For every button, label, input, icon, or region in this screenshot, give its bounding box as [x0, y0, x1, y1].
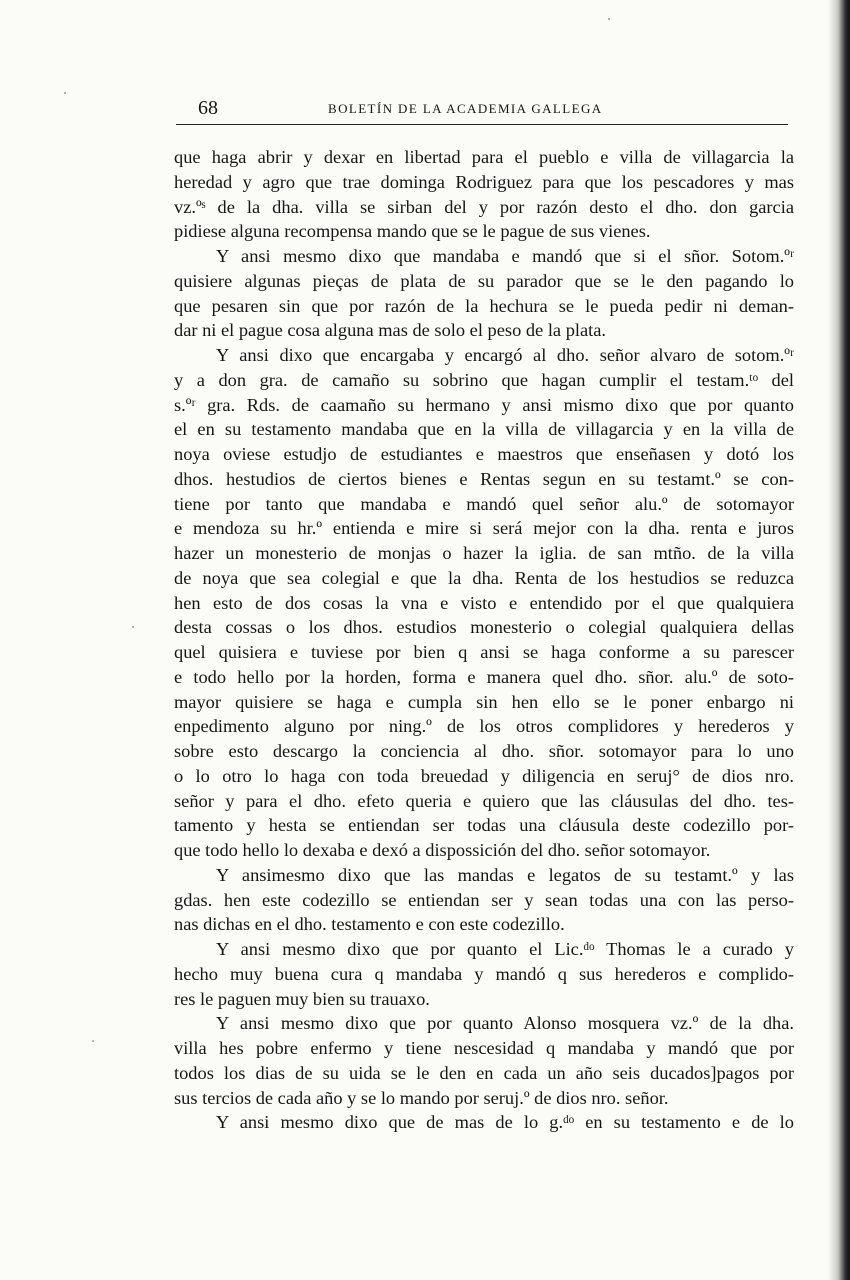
paper-speck: [608, 18, 610, 20]
page-number: 68: [198, 97, 218, 119]
text-line: de noya que sea colegial e que la dha. Renta de los hestudios se reduzca: [174, 567, 794, 588]
text-line: quel quisiera e tuviese por bien q ansi se haga conforme a su parescer: [174, 642, 794, 662]
text-line: nas dichas en el dho. testamento e con este codezillo.: [174, 914, 565, 935]
text-line: e todo hello por la horden, forma e manera quel dho. sñor. alu.º de soto-: [174, 666, 794, 687]
text-line: Y ansi mesmo dixo que mandaba e mandó que si el sñor. Sotom.ºʳ: [216, 246, 794, 266]
text-line: hazer un monesterio de monjas o hazer la iglia. de san mtño. de la villa: [174, 543, 794, 563]
text-line: heredad y agro que trae dominga Rodriguez para que los pescadores y mas: [174, 171, 794, 192]
text-line: dhos. hestudios de ciertos bienes e Rentas segun en su testamt.º se con-: [174, 468, 794, 489]
text-line: quisiere algunas pieças de plata de su parador que se le den pagando lo: [174, 270, 794, 291]
body-text: [174, 145, 794, 1135]
header-rule: [176, 124, 788, 125]
text-line: el en su testamento mandaba que en la villa de villagarcia y en la villa de: [174, 419, 794, 440]
text-line: que todo hello lo dexaba e dexó a dispossición del dho. señor sotomayor.: [174, 840, 711, 860]
text-line: señor y para el dho. efeto queria e quiero que las cláusulas del dho. tes-: [174, 790, 794, 811]
text-line: hecho muy buena cura q mandaba y mandó q sus herederos e complido-: [174, 963, 794, 984]
text-line: noya oviese estudjo de estudiantes e maestros que enseñasen y dotó los: [174, 444, 794, 464]
page-edge-shadow: [828, 0, 850, 1280]
text-line: Y ansi mesmo dixo que por quanto el Lic.ᵈᵒ Thomas le a curado y: [216, 939, 794, 959]
text-line: pidiese alguna recompensa mando que se le pague de sus vienes.: [174, 221, 651, 242]
text-line: res le paguen muy bien su trauaxo.: [174, 988, 430, 1009]
text-line: tamento y hesta se entiendan ser todas una cláusula deste codezillo por-: [174, 815, 794, 836]
text-line: o lo otro lo haga con toda breuedad y diligencia en seruj° de dios nro.: [174, 765, 794, 786]
paper-speck: [132, 626, 134, 628]
text-line: que pesaren sin que por razón de la hechura se le pueda pedir ni deman-: [174, 295, 794, 316]
text-line: vz.ºˢ de la dha. villa se sirban del y por razón desto el dho. don garcia: [174, 196, 794, 217]
text-line: Y ansimesmo dixo que las mandas e legatos de su testamt.º y las: [216, 864, 794, 885]
text-line: y a don gra. de camaño su sobrino que hagan cumplir el testam.ᵗᵒ del: [174, 369, 794, 390]
text-line: villa hes pobre enfermo y tiene nescesidad q mandaba y mandó que por: [174, 1038, 794, 1058]
text-line: desta cossas o los dhos. estudios monesterio o colegial qualquiera dellas: [174, 617, 794, 638]
text-line: dar ni el pague cosa alguna mas de solo el peso de la plata.: [174, 320, 607, 341]
text-line: gdas. hen este codezillo se entiendan ser y sean todas una con las perso-: [174, 889, 794, 910]
page-header: [176, 97, 786, 125]
text-line: todos los dias de su uida se le den en cada un año seis ducados]pagos por: [174, 1062, 794, 1083]
paper-speck: [92, 1040, 94, 1042]
text-line: Y ansi mesmo dixo que de mas de lo g.ᵈᵒ en su testamento e de lo: [216, 1112, 794, 1133]
text-line: tiene por tanto que mandaba e mandó quel señor alu.º de sotomayor: [174, 493, 794, 514]
text-line: Y ansi mesmo dixo que por quanto Alonso mosquera vz.º de la dha.: [216, 1013, 794, 1034]
text-line: mayor quisiere se haga e cumpla sin hen ello se le poner enbargo ni: [174, 691, 794, 712]
text-line: hen esto de dos cosas la vna e visto e entendido por el que qualquiera: [174, 592, 794, 613]
text-line: s.ºʳ gra. Rds. de caamaño su hermano y ansi mismo dixo que por quanto: [174, 394, 794, 415]
paper-speck: [64, 92, 66, 94]
text-line: sus tercios de cada año y se lo mando por seruj.º de dios nro. señor.: [174, 1087, 669, 1108]
text-line: e mendoza su hr.º entienda e mire si será mejor con la dha. renta e juros: [174, 518, 794, 539]
text-line: que haga abrir y dexar en libertad para el pueblo e villa de villagarcia la: [174, 147, 794, 167]
text-line: Y ansi dixo que encargaba y encargó al dho. señor alvaro de sotom.ºʳ: [216, 345, 794, 365]
running-title: BOLETÍN DE LA ACADEMIA GALLEGA: [328, 101, 603, 116]
text-line: enpedimento alguno por ning.º de los otros complidores y herederos y: [174, 716, 794, 737]
text-line: sobre esto descargo la conciencia al dho. sñor. sotomayor para lo uno: [174, 741, 794, 761]
